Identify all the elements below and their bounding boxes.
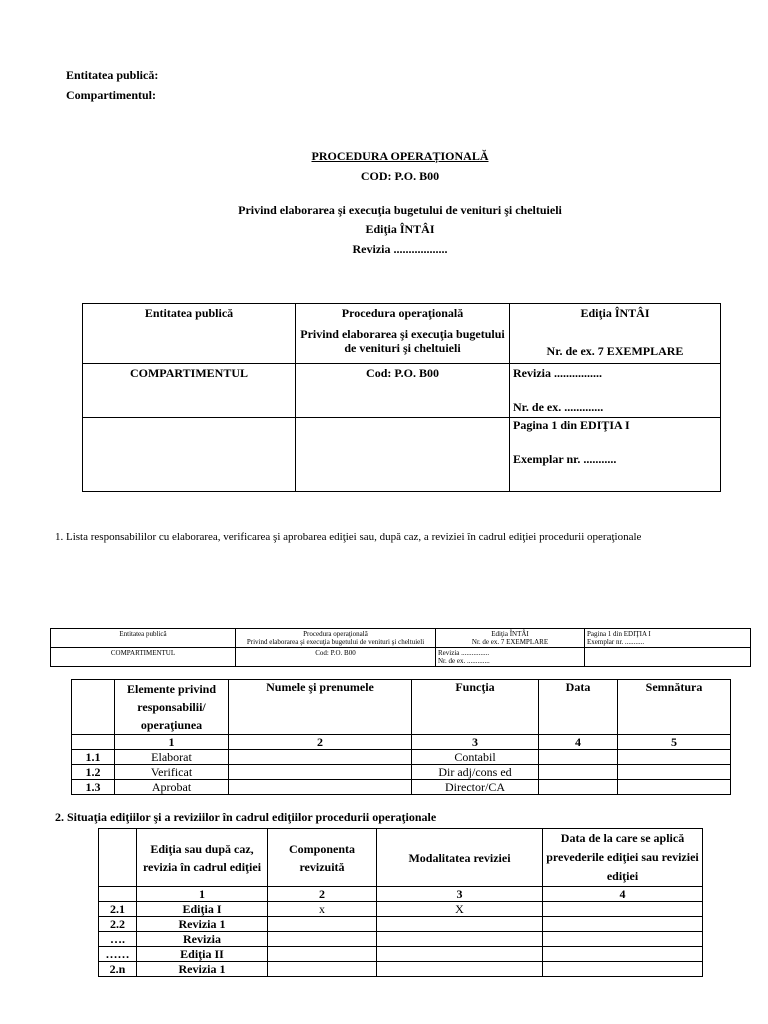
- resp-date: [539, 750, 618, 765]
- resp-operation: Verificat: [115, 765, 229, 780]
- cell-empty: [296, 418, 510, 492]
- procedure-title: PROCEDURA OPERAȚIONALĂ: [311, 149, 489, 163]
- ed-mode: [377, 947, 543, 962]
- table-row: [99, 932, 703, 947]
- ed-edition: Revizia 1: [137, 962, 268, 977]
- resp-signature: [618, 780, 731, 795]
- ed-component: [268, 962, 377, 977]
- ed-idx: 2.n: [99, 962, 137, 977]
- ed-header-edition: Ediţia sau după caz, revizia în cadrul ediţiei: [137, 829, 268, 887]
- resp-number-row: [72, 735, 731, 750]
- cell-code: Cod: P.O. B00: [296, 364, 510, 418]
- ed-component: [268, 932, 377, 947]
- resp-header-date: Data: [539, 680, 618, 735]
- ed-component: [268, 917, 377, 932]
- section-2-heading: 2. Situaţia ediţiilor şi a reviziilor în cadrul ediţiilor procedurii operaţionale: [55, 810, 437, 824]
- header-table-row: [83, 304, 721, 364]
- header-table: [82, 303, 721, 492]
- ed-header-date: Data de la care se aplică prevederile ediţiei sau reviziei ediţiei: [543, 829, 703, 887]
- mini-nr-ex-label: Nr. de ex. .............: [438, 657, 490, 665]
- mini-code: Cod: P.O. B00: [236, 648, 436, 667]
- ed-idx: ….: [99, 932, 137, 947]
- section-1-heading: 1. Lista responsabililor cu elaborarea, verificarea şi aprobarea ediţiei sau, după caz, a reviziei în cadrul ediţiei procedurii operaţionale: [55, 531, 642, 543]
- resp-name: [229, 750, 412, 765]
- ed-header-component: Componenta revizuită: [268, 829, 377, 887]
- procedure-subject-cell: Privind elaborarea şi execuţia bugetului de venituri şi cheltuieli: [300, 327, 505, 355]
- department-label: Compartimentul:: [66, 88, 156, 102]
- ed-num: 3: [377, 887, 543, 902]
- resp-operation: Elaborat: [115, 750, 229, 765]
- resp-header-name: Numele şi prenumele: [229, 680, 412, 735]
- ed-number-row: [99, 887, 703, 902]
- header-table-row: [83, 364, 721, 418]
- mini-department: COMPARTIMENTUL: [51, 648, 236, 667]
- entity-label: Entitatea publică:: [66, 68, 159, 82]
- cell-department: COMPARTIMENTUL: [83, 364, 296, 418]
- mini-entity: Entitatea publică: [51, 629, 236, 648]
- mini-procedure: [236, 629, 436, 648]
- mini-page-label: Pagina 1 din EDIŢIA I: [587, 630, 651, 638]
- copies-label: Nr. de ex. 7 EXEMPLARE: [546, 344, 684, 358]
- resp-function: Contabil: [412, 750, 539, 765]
- editions-table: [98, 828, 703, 977]
- mini-header-table: [50, 628, 751, 667]
- ed-mode: X: [377, 902, 543, 917]
- table-row: [99, 962, 703, 977]
- revision-label: Revizia ................: [513, 366, 602, 380]
- resp-num: 1: [115, 735, 229, 750]
- mini-procedure-subject: Privind elaborarea şi execuţia bugetului de venituri şi cheltuieli: [246, 638, 425, 646]
- ed-edition: Ediţia I: [137, 902, 268, 917]
- ed-header-mode: Modalitatea reviziei: [377, 829, 543, 887]
- resp-signature: [618, 765, 731, 780]
- ed-date: [543, 947, 703, 962]
- mini-revision-label: Revizia ................: [438, 649, 490, 657]
- resp-function: Dir adj/cons ed: [412, 765, 539, 780]
- resp-operation: Aprobat: [115, 780, 229, 795]
- cell-empty: [83, 418, 296, 492]
- resp-idx: 1.1: [72, 750, 115, 765]
- table-row: [99, 947, 703, 962]
- resp-date: [539, 780, 618, 795]
- ed-date: [543, 902, 703, 917]
- ed-num: 4: [543, 887, 703, 902]
- exemplar-label: Exemplar nr. ...........: [513, 452, 617, 466]
- mini-page: [585, 629, 751, 648]
- table-row: [72, 780, 731, 795]
- ed-idx: ……: [99, 947, 137, 962]
- resp-header-idx: [72, 680, 115, 735]
- table-row: [99, 902, 703, 917]
- ed-mode: [377, 917, 543, 932]
- resp-name: [229, 765, 412, 780]
- edition-label: Ediţia ÎNTÂI: [580, 306, 650, 320]
- ed-header-idx: [99, 829, 137, 887]
- procedure-subject: Privind elaborarea şi execuţia bugetului de venituri şi cheltuieli: [238, 203, 562, 217]
- resp-idx: 1.3: [72, 780, 115, 795]
- ed-edition: Revizia: [137, 932, 268, 947]
- ed-edition: Revizia 1: [137, 917, 268, 932]
- procedure-edition: Ediţia ÎNTÂI: [365, 222, 435, 236]
- resp-num: 4: [539, 735, 618, 750]
- mini-exemplar-label: Exemplar nr. ...........: [587, 638, 645, 646]
- page-label: Pagina 1 din EDIŢIA I: [513, 418, 630, 432]
- ed-edition: Ediţia II: [137, 947, 268, 962]
- mini-header-row: [51, 629, 751, 648]
- cell-procedure: [296, 304, 510, 364]
- ed-mode: [377, 962, 543, 977]
- ed-idx: 2.1: [99, 902, 137, 917]
- mini-procedure-label: Procedura operaţională: [303, 630, 368, 638]
- cell-edition: [510, 304, 721, 364]
- mini-header-row: [51, 648, 751, 667]
- procedure-revision: Revizia ..................: [352, 242, 448, 256]
- table-row: [72, 765, 731, 780]
- ed-header-row: [99, 829, 703, 887]
- resp-num: 2: [229, 735, 412, 750]
- ed-idx: 2.2: [99, 917, 137, 932]
- mini-copies-label: Nr. de ex. 7 EXEMPLARE: [471, 638, 549, 646]
- resp-function: Director/CA: [412, 780, 539, 795]
- resp-date: [539, 765, 618, 780]
- cell-entity: Entitatea publică: [83, 304, 296, 364]
- resp-num: 3: [412, 735, 539, 750]
- ed-num: 1: [137, 887, 268, 902]
- ed-component: [268, 947, 377, 962]
- mini-edition: [436, 629, 585, 648]
- mini-revision: [436, 648, 585, 667]
- resp-name: [229, 780, 412, 795]
- mini-edition-label: Ediţia ÎNTÂI: [491, 630, 529, 638]
- resp-signature: [618, 750, 731, 765]
- resp-header-signature: Semnătura: [618, 680, 731, 735]
- resp-idx: 1.2: [72, 765, 115, 780]
- procedure-code: COD: P.O. B00: [360, 169, 440, 183]
- cell-page: [510, 418, 721, 492]
- ed-date: [543, 962, 703, 977]
- cell-revision: [510, 364, 721, 418]
- resp-header-function: Funcţia: [412, 680, 539, 735]
- ed-num-empty: [99, 887, 137, 902]
- table-row: [72, 750, 731, 765]
- header-table-row: [83, 418, 721, 492]
- table-row: [99, 917, 703, 932]
- procedure-label: Procedura operaţională: [341, 306, 464, 320]
- resp-header-operation: Elemente privind responsabilii/ operaţiunea: [115, 680, 229, 735]
- nr-ex-label: Nr. de ex. .............: [513, 400, 604, 414]
- ed-date: [543, 932, 703, 947]
- mini-empty: [585, 648, 751, 667]
- resp-num: 5: [618, 735, 731, 750]
- responsibles-table: [71, 679, 731, 795]
- ed-num: 2: [268, 887, 377, 902]
- resp-header-row: [72, 680, 731, 735]
- resp-num-empty: [72, 735, 115, 750]
- ed-component: x: [268, 902, 377, 917]
- ed-mode: [377, 932, 543, 947]
- ed-date: [543, 917, 703, 932]
